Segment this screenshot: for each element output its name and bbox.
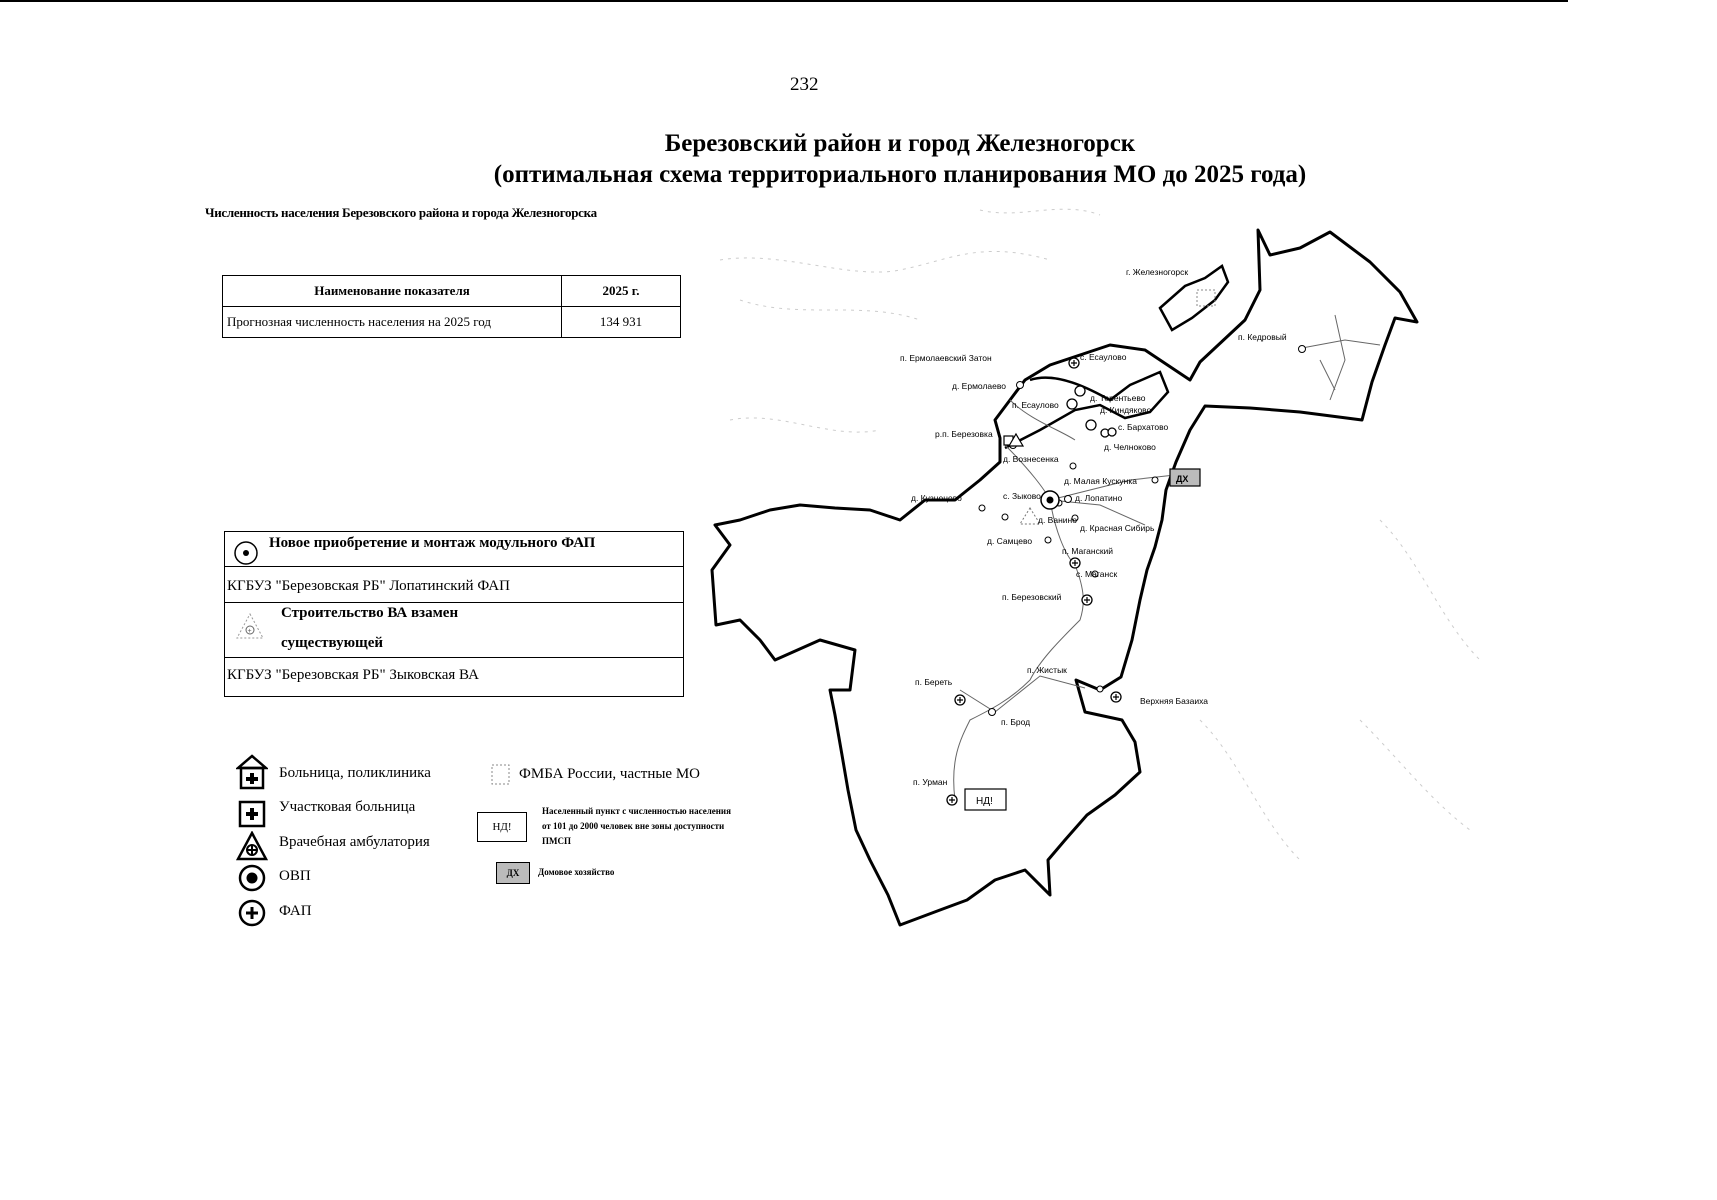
legend-ambulatory-label: Врачебная амбулатория xyxy=(279,834,430,850)
legend-hospital-label: Больница, поликлиника xyxy=(279,765,431,781)
title-line-1: Березовский район и город Железногорск xyxy=(664,130,1136,157)
place-label: д. Красная Сибирь xyxy=(1080,523,1155,533)
place-label: д. Ванино xyxy=(1038,515,1077,525)
place-label: д. Киндяково xyxy=(1100,405,1152,415)
measure-fap-facility: КГБУЗ "Березовская РБ" Лопатинский ФАП xyxy=(227,578,510,594)
legend-fmba-label: ФМБА России, частные МО xyxy=(519,766,700,782)
place-label: д. Самцево xyxy=(987,536,1033,546)
va-construction-marker xyxy=(1020,508,1040,524)
map-background-texture xyxy=(720,209,1480,860)
population-indicator-cell: Прогнозная численность населения на 2025 год xyxy=(223,307,562,338)
title-line-2: (оптимальная схема территориального планирования МО до 2025 года) xyxy=(493,161,1307,188)
measure-va-heading-1: Строительство ВА взамен xyxy=(281,605,459,621)
legend-dk-text: Домовое хозяйство xyxy=(538,867,615,877)
place-label: д. Малая Кускунка xyxy=(1064,476,1137,486)
legend-district-hospital-label: Участковая больница xyxy=(279,799,416,815)
population-label: Численность населения Березовского района и города Железногорска xyxy=(205,205,597,220)
place-label: п. Береть xyxy=(915,677,953,687)
legend-np-badge: НД! xyxy=(477,812,527,842)
place-label: д. Челноково xyxy=(1104,442,1156,452)
place-label: д. Терентьево xyxy=(1090,393,1146,403)
measure-va-facility: КГБУЗ "Березовская РБ" Зыковская ВА xyxy=(227,667,479,683)
place-label: с. Зыково xyxy=(1003,491,1041,501)
district-boundary xyxy=(712,230,1417,925)
place-label: д. Лопатино xyxy=(1075,493,1123,503)
place-label: п. Ермолаевский Затон xyxy=(900,353,992,363)
np-badge-marker-text: НД! xyxy=(976,796,993,807)
place-label: с. Есаулово xyxy=(1080,352,1127,362)
berezovka-hospital-markers xyxy=(1004,434,1023,446)
place-label: р.п. Березовка xyxy=(935,429,993,439)
measure-va-heading-2: существующей xyxy=(281,635,384,651)
population-value-cell: 134 931 xyxy=(562,307,681,338)
place-label: с. Бархатово xyxy=(1118,422,1169,432)
place-label: п. Есаулово xyxy=(1012,400,1059,410)
place-label: п. Брод xyxy=(1001,717,1031,727)
svg-text:+: + xyxy=(247,628,252,635)
place-label: п. Кедровый xyxy=(1238,332,1287,342)
dk-badge-marker-text: ДХ xyxy=(1176,474,1189,484)
place-label: п. Березовский xyxy=(1002,592,1062,602)
legend-ovp-label: ОВП xyxy=(279,868,311,884)
measure-fap-heading: Новое приобретение и монтаж модульного ФАП xyxy=(269,535,596,551)
legend-dk-badge: ДХ xyxy=(496,862,530,884)
legend-fap-label: ФАП xyxy=(279,903,312,919)
place-label: г. Железногорск xyxy=(1126,267,1189,277)
place-labels xyxy=(900,267,1287,787)
place-label: с. Маганск xyxy=(1076,569,1118,579)
ovp-marker-zykovo-dot xyxy=(1047,497,1054,504)
page-number: 232 xyxy=(790,74,819,95)
place-label: п. Маганский xyxy=(1062,546,1114,556)
fap-markers xyxy=(947,358,1121,805)
population-col-year: 2025 г. xyxy=(562,276,681,307)
place-label: п. Урман xyxy=(913,777,948,787)
place-label: д. Вознесенка xyxy=(1003,454,1059,464)
place-label: Верхняя Базаиха xyxy=(1140,696,1209,706)
place-label: п. Жистык xyxy=(1027,665,1067,675)
legend-np-text: Населенный пункт с численностью населения от 101 до 2000 человек вне зоны доступности ПМСП xyxy=(542,806,731,846)
place-label: д. Кузнецово xyxy=(911,493,962,503)
place-label: д. Ермолаево xyxy=(952,381,1007,391)
population-col-indicator: Наименование показателя xyxy=(223,276,562,307)
